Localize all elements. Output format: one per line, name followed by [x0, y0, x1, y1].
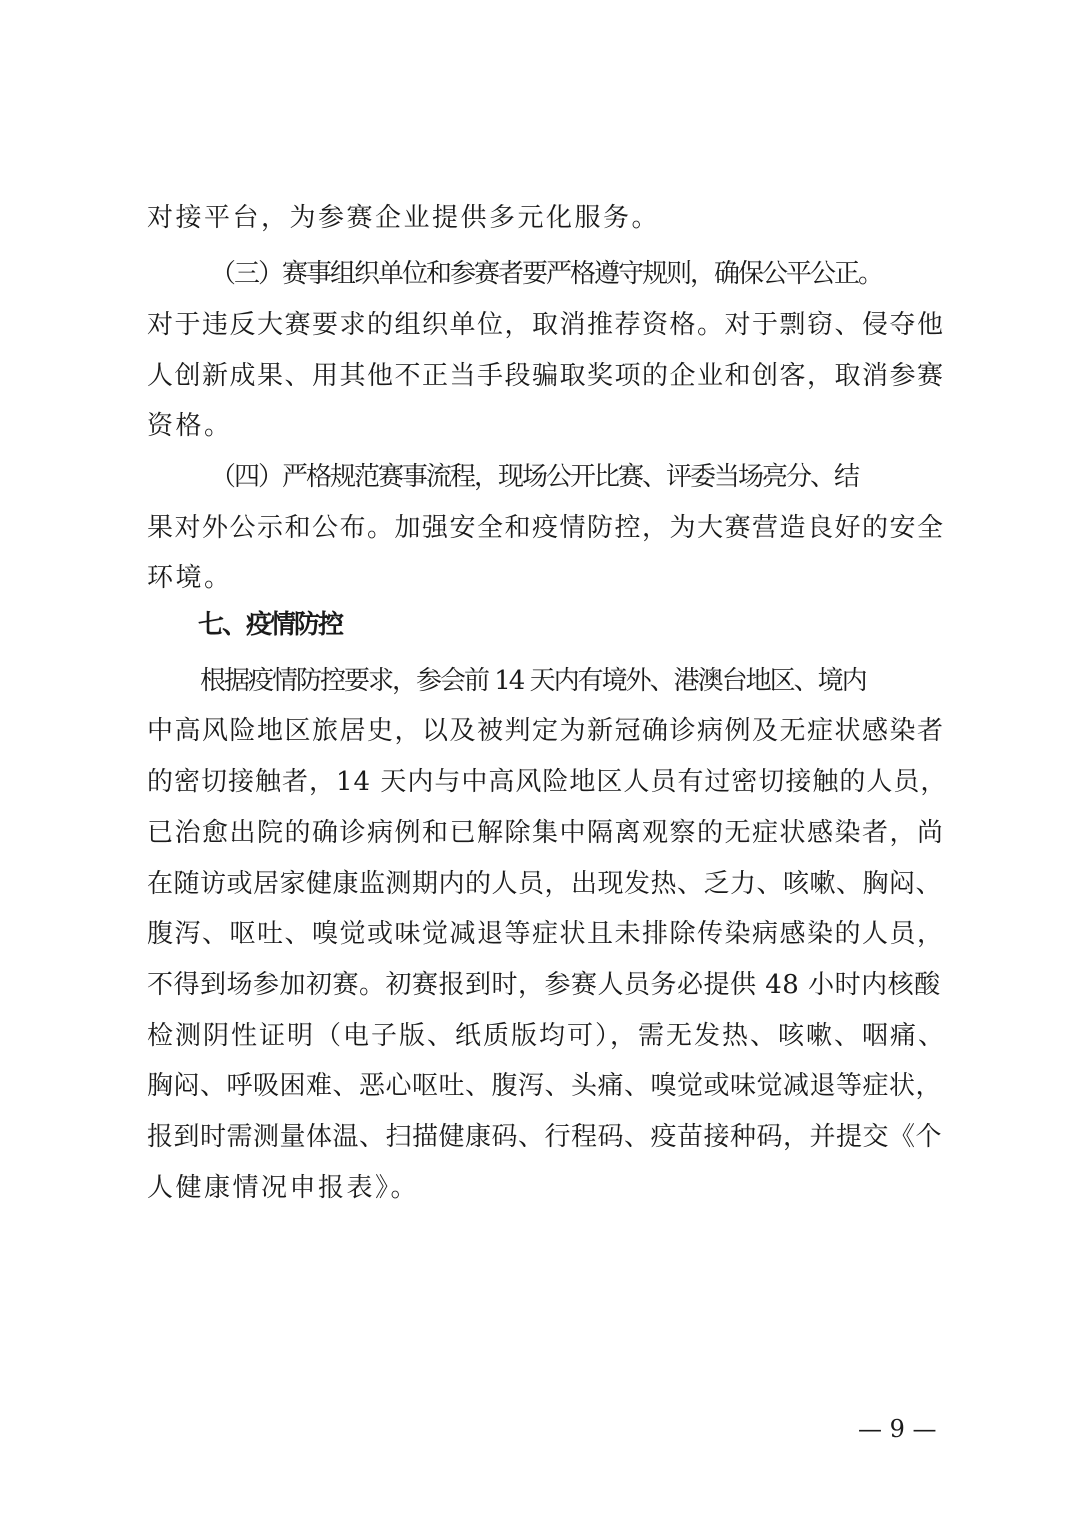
text-line: 中高风险地区旅居史，以及被判定为新冠确诊病例及无症状感染者: [147, 716, 945, 746]
text-line: 环境。: [147, 563, 233, 593]
text-line: 检测阴性证明（电子版、纸质版均可），需无发热、咳嗽、咽痛、: [147, 1021, 947, 1051]
text-line: 不得到场参加初赛。初赛报到时，参赛人员务必提供 48 小时内核酸: [147, 970, 941, 1000]
text-line: 胸闷、呼吸困难、恶心呕吐、腹泻、头痛、嗅觉或味觉减退等症状，: [147, 1071, 943, 1101]
section-heading: 七、疫情防控: [198, 610, 343, 640]
text-line: （四）严格规范赛事流程，现场公开比赛、评委当场亮分、结: [210, 462, 859, 492]
text-line: 已治愈出院的确诊病例和已解除集中隔离观察的无症状感染者，尚: [147, 818, 945, 848]
text-line: 报到时需测量体温、扫描健康码、行程码、疫苗接种码，并提交《个: [147, 1122, 943, 1152]
text-line: 人创新成果、用其他不正当手段骗取奖项的企业和创客，取消参赛: [147, 361, 945, 391]
text-line: 对接平台，为参赛企业提供多元化服务。: [147, 203, 661, 233]
text-line: 资格。: [147, 411, 233, 441]
text-line: 对于违反大赛要求的组织单位，取消推荐资格。对于剽窃、侵夺他: [147, 310, 945, 340]
text-line: （三）赛事组织单位和参赛者要严格遵守规则，确保公平公正。: [210, 259, 883, 289]
text-line: 果对外公示和公布。加强安全和疫情防控，为大赛营造良好的安全: [147, 513, 945, 543]
text-line: 在随访或居家健康监测期内的人员，出现发热、乏力、咳嗽、胸闷、: [147, 869, 943, 899]
text-line: 人健康情况申报表》。: [147, 1173, 420, 1203]
text-line: 根据疫情防控要求，参会前 14 天内有境外、港澳台地区、境内: [200, 666, 866, 696]
text-line: 的密切接触者，14 天内与中高风险地区人员有过密切接触的人员，: [147, 767, 948, 797]
text-line: 腹泻、呕吐、嗅觉或味觉减退等症状且未排除传染病感染的人员，: [147, 919, 945, 949]
page-number: — 9 —: [858, 1415, 937, 1443]
